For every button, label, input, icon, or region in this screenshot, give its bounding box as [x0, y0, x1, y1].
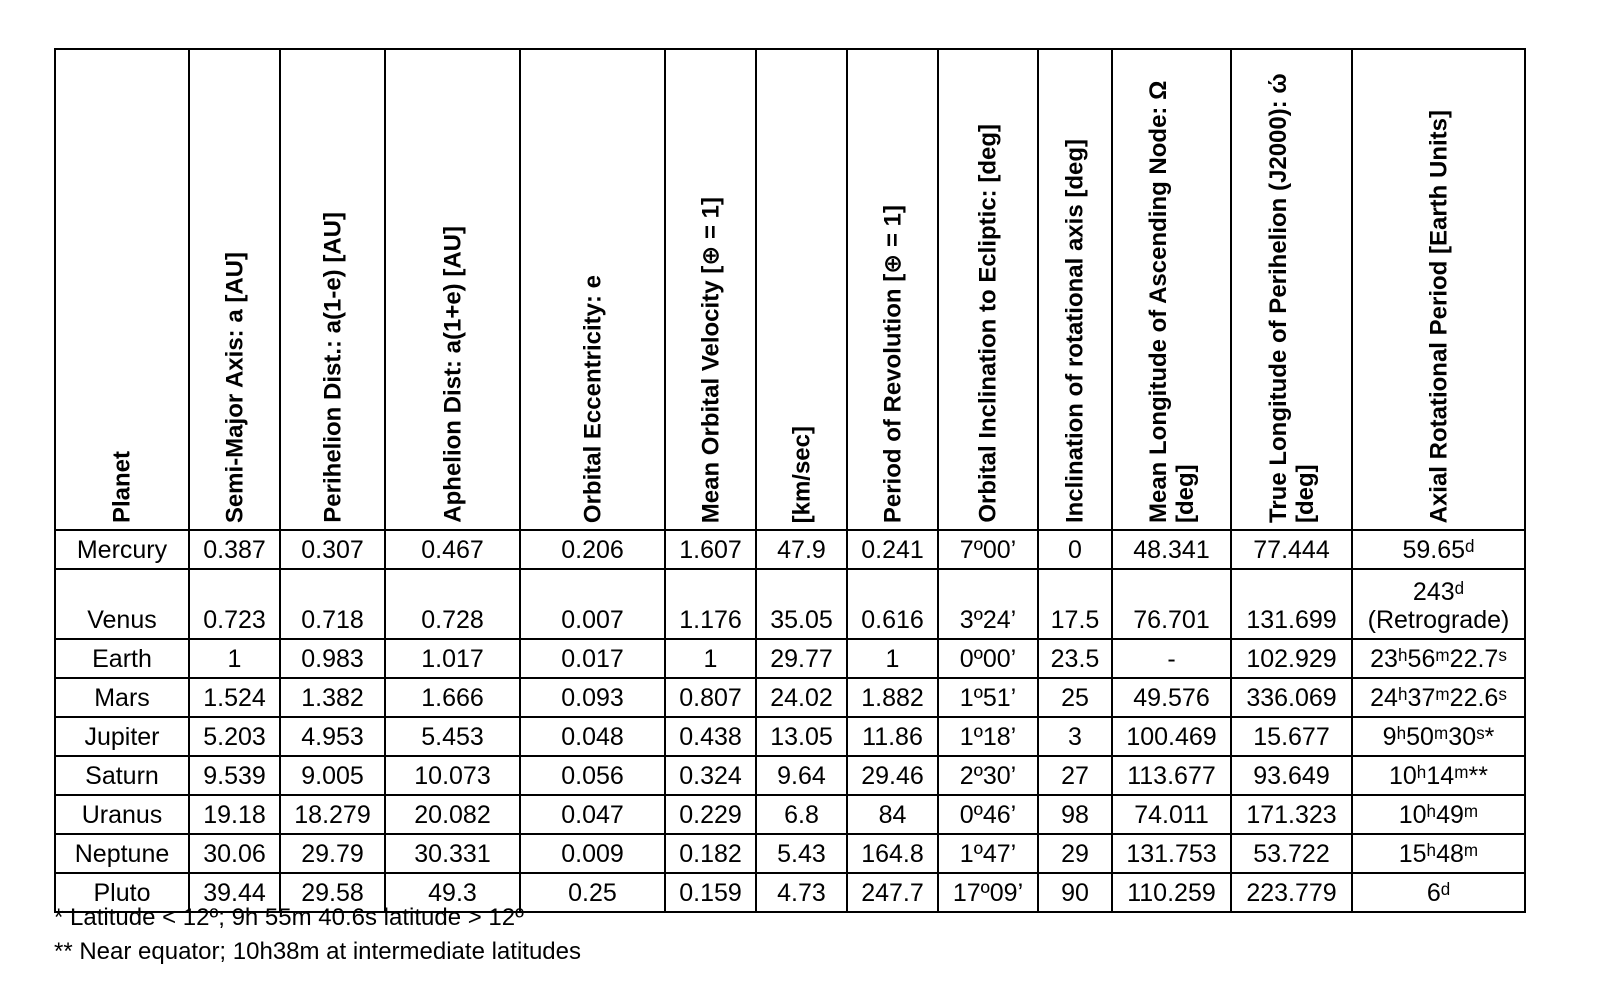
cell-axial-rotational-period: 10ʰ49ᵐ	[1352, 795, 1525, 834]
cell-longitude-of-perihelion: 53.722	[1231, 834, 1352, 873]
column-header: True Longitude of Perihelion (J2000): ώ [deg]	[1264, 73, 1319, 523]
table-row	[55, 756, 1525, 795]
cell-orbital-eccentricity: 0.007	[520, 569, 665, 639]
cell-perihelion-distance: 9.005	[280, 756, 385, 795]
cell-axial-rotational-period: 24ʰ37ᵐ22.6ˢ	[1352, 678, 1525, 717]
cell-axial-rotational-period: 6ᵈ	[1352, 873, 1525, 912]
cell-planet: Earth	[55, 639, 189, 678]
cell-aphelion-distance: 30.331	[385, 834, 520, 873]
cell-planet: Pluto	[55, 873, 189, 912]
cell-aphelion-distance: 1.666	[385, 678, 520, 717]
cell-axis-inclination: 25	[1038, 678, 1112, 717]
cell-semi-major-axis: 1	[189, 639, 280, 678]
cell-orbital-inclination: 1º51’	[938, 678, 1038, 717]
cell-perihelion-distance: 29.79	[280, 834, 385, 873]
table-row	[55, 569, 1525, 639]
cell-velocity-km-sec: 29.77	[756, 639, 847, 678]
cell-perihelion-distance: 0.983	[280, 639, 385, 678]
table-row	[55, 639, 1525, 678]
header-cell-longitude-of-perihelion	[1231, 49, 1352, 530]
cell-longitude-of-perihelion: 336.069	[1231, 678, 1352, 717]
cell-axial-rotational-period: 10ʰ14ᵐ**	[1352, 756, 1525, 795]
cell-axis-inclination: 90	[1038, 873, 1112, 912]
cell-orbital-eccentricity: 0.017	[520, 639, 665, 678]
footnote-latitude: * Latitude < 12º; 9h 55m 40.6s latitude > 12º	[54, 904, 524, 931]
cell-velocity-km-sec: 13.05	[756, 717, 847, 756]
cell-axis-inclination: 3	[1038, 717, 1112, 756]
cell-aphelion-distance: 0.467	[385, 530, 520, 569]
cell-orbital-eccentricity: 0.047	[520, 795, 665, 834]
column-header: Orbital Inclination to Ecliptic: [deg]	[974, 124, 1002, 523]
cell-mean-orbital-velocity: 0.807	[665, 678, 756, 717]
cell-semi-major-axis: 0.387	[189, 530, 280, 569]
header-cell-perihelion-distance	[280, 49, 385, 530]
cell-longitude-of-perihelion: 131.699	[1231, 569, 1352, 639]
cell-axial-rotational-period: 23ʰ56ᵐ22.7ˢ	[1352, 639, 1525, 678]
cell-longitude-of-perihelion: 77.444	[1231, 530, 1352, 569]
cell-semi-major-axis: 1.524	[189, 678, 280, 717]
cell-ascending-node: -	[1112, 639, 1231, 678]
cell-velocity-km-sec: 24.02	[756, 678, 847, 717]
cell-ascending-node: 76.701	[1112, 569, 1231, 639]
cell-planet: Venus	[55, 569, 189, 639]
header-cell-ascending-node	[1112, 49, 1231, 530]
cell-axis-inclination: 27	[1038, 756, 1112, 795]
cell-velocity-km-sec: 6.8	[756, 795, 847, 834]
cell-axis-inclination: 17.5	[1038, 569, 1112, 639]
column-header: Aphelion Dist: a(1+e) [AU]	[439, 226, 466, 523]
cell-ascending-node: 74.011	[1112, 795, 1231, 834]
cell-perihelion-distance: 29.58	[280, 873, 385, 912]
column-header: Inclination of rotational axis [deg]	[1061, 138, 1089, 523]
cell-semi-major-axis: 9.539	[189, 756, 280, 795]
cell-mean-orbital-velocity: 0.438	[665, 717, 756, 756]
column-header: Planet	[108, 450, 136, 523]
column-header: Axial Rotational Period [Earth Units]	[1425, 109, 1452, 523]
cell-period-of-revolution: 29.46	[847, 756, 938, 795]
header-cell-orbital-inclination	[938, 49, 1038, 530]
column-header: Orbital Eccentricity: e	[579, 274, 606, 523]
cell-period-of-revolution: 1	[847, 639, 938, 678]
cell-axial-rotational-period: 15ʰ48ᵐ	[1352, 834, 1525, 873]
cell-aphelion-distance: 1.017	[385, 639, 520, 678]
header-cell-axial-rotational-period	[1352, 49, 1525, 530]
cell-velocity-km-sec: 9.64	[756, 756, 847, 795]
cell-ascending-node: 113.677	[1112, 756, 1231, 795]
cell-mean-orbital-velocity: 0.159	[665, 873, 756, 912]
cell-aphelion-distance: 10.073	[385, 756, 520, 795]
header-cell-orbital-eccentricity	[520, 49, 665, 530]
cell-axis-inclination: 0	[1038, 530, 1112, 569]
header-cell-aphelion-distance	[385, 49, 520, 530]
cell-longitude-of-perihelion: 171.323	[1231, 795, 1352, 834]
cell-orbital-eccentricity: 0.206	[520, 530, 665, 569]
cell-velocity-km-sec: 4.73	[756, 873, 847, 912]
cell-semi-major-axis: 19.18	[189, 795, 280, 834]
cell-perihelion-distance: 4.953	[280, 717, 385, 756]
cell-velocity-km-sec: 47.9	[756, 530, 847, 569]
footnote-equator: ** Near equator; 10h38m at intermediate latitudes	[54, 938, 581, 965]
cell-planet: Saturn	[55, 756, 189, 795]
cell-perihelion-distance: 0.307	[280, 530, 385, 569]
cell-axis-inclination: 29	[1038, 834, 1112, 873]
cell-perihelion-distance: 1.382	[280, 678, 385, 717]
cell-period-of-revolution: 84	[847, 795, 938, 834]
cell-velocity-km-sec: 35.05	[756, 569, 847, 639]
cell-orbital-inclination: 1º18’	[938, 717, 1038, 756]
cell-ascending-node: 48.341	[1112, 530, 1231, 569]
cell-planet: Jupiter	[55, 717, 189, 756]
cell-aphelion-distance: 0.728	[385, 569, 520, 639]
header-row	[55, 49, 1525, 530]
cell-orbital-eccentricity: 0.093	[520, 678, 665, 717]
cell-longitude-of-perihelion: 93.649	[1231, 756, 1352, 795]
cell-longitude-of-perihelion: 15.677	[1231, 717, 1352, 756]
cell-orbital-eccentricity: 0.056	[520, 756, 665, 795]
table-row	[55, 795, 1525, 834]
cell-orbital-inclination: 1º47’	[938, 834, 1038, 873]
cell-orbital-eccentricity: 0.048	[520, 717, 665, 756]
cell-period-of-revolution: 247.7	[847, 873, 938, 912]
cell-period-of-revolution: 11.86	[847, 717, 938, 756]
header-cell-axis-inclination	[1038, 49, 1112, 530]
cell-semi-major-axis: 5.203	[189, 717, 280, 756]
header-cell-mean-orbital-velocity	[665, 49, 756, 530]
column-header: Period of Revolution [⊕ = 1]	[879, 204, 906, 523]
cell-period-of-revolution: 1.882	[847, 678, 938, 717]
cell-axial-rotational-period: 59.65ᵈ	[1352, 530, 1525, 569]
table-row	[55, 717, 1525, 756]
column-header: Mean Longitude of Ascending Node: Ω [deg]	[1144, 80, 1199, 523]
cell-mean-orbital-velocity: 1	[665, 639, 756, 678]
cell-planet: Uranus	[55, 795, 189, 834]
cell-semi-major-axis: 39.44	[189, 873, 280, 912]
cell-perihelion-distance: 0.718	[280, 569, 385, 639]
cell-orbital-inclination: 17º09’	[938, 873, 1038, 912]
cell-planet: Mars	[55, 678, 189, 717]
cell-period-of-revolution: 0.241	[847, 530, 938, 569]
header-cell-semi-major-axis	[189, 49, 280, 530]
cell-axial-rotational-period: 9ʰ50ᵐ30ˢ*	[1352, 717, 1525, 756]
cell-orbital-inclination: 0º00’	[938, 639, 1038, 678]
cell-orbital-eccentricity: 0.009	[520, 834, 665, 873]
planet-data-table	[54, 48, 1526, 913]
cell-longitude-of-perihelion: 223.779	[1231, 873, 1352, 912]
header-cell-period-of-revolution	[847, 49, 938, 530]
cell-mean-orbital-velocity: 0.324	[665, 756, 756, 795]
column-header: Mean Orbital Velocity [⊕ = 1]	[697, 196, 724, 523]
cell-mean-orbital-velocity: 1.607	[665, 530, 756, 569]
cell-ascending-node: 131.753	[1112, 834, 1231, 873]
cell-aphelion-distance: 49.3	[385, 873, 520, 912]
cell-axial-rotational-period: 243ᵈ (Retrograde)	[1352, 569, 1525, 639]
cell-orbital-inclination: 7º00’	[938, 530, 1038, 569]
cell-period-of-revolution: 164.8	[847, 834, 938, 873]
table-row	[55, 834, 1525, 873]
cell-ascending-node: 100.469	[1112, 717, 1231, 756]
cell-orbital-eccentricity: 0.25	[520, 873, 665, 912]
header-cell-planet	[55, 49, 189, 530]
cell-planet: Mercury	[55, 530, 189, 569]
cell-mean-orbital-velocity: 0.182	[665, 834, 756, 873]
cell-ascending-node: 49.576	[1112, 678, 1231, 717]
table-row	[55, 530, 1525, 569]
cell-axis-inclination: 23.5	[1038, 639, 1112, 678]
header-cell-velocity-km-sec	[756, 49, 847, 530]
cell-semi-major-axis: 0.723	[189, 569, 280, 639]
cell-ascending-node: 110.259	[1112, 873, 1231, 912]
cell-aphelion-distance: 20.082	[385, 795, 520, 834]
cell-orbital-inclination: 2º30’	[938, 756, 1038, 795]
table-row	[55, 678, 1525, 717]
cell-perihelion-distance: 18.279	[280, 795, 385, 834]
column-header: Perihelion Dist.: a(1-e) [AU]	[319, 212, 346, 523]
cell-period-of-revolution: 0.616	[847, 569, 938, 639]
cell-longitude-of-perihelion: 102.929	[1231, 639, 1352, 678]
cell-aphelion-distance: 5.453	[385, 717, 520, 756]
cell-semi-major-axis: 30.06	[189, 834, 280, 873]
cell-orbital-inclination: 0º46’	[938, 795, 1038, 834]
column-header: Semi-Major Axis: a [AU]	[221, 251, 248, 523]
column-header: [km/sec]	[788, 425, 815, 523]
cell-velocity-km-sec: 5.43	[756, 834, 847, 873]
cell-axis-inclination: 98	[1038, 795, 1112, 834]
cell-orbital-inclination: 3º24’	[938, 569, 1038, 639]
cell-planet: Neptune	[55, 834, 189, 873]
cell-mean-orbital-velocity: 1.176	[665, 569, 756, 639]
table-body	[55, 530, 1525, 912]
cell-mean-orbital-velocity: 0.229	[665, 795, 756, 834]
